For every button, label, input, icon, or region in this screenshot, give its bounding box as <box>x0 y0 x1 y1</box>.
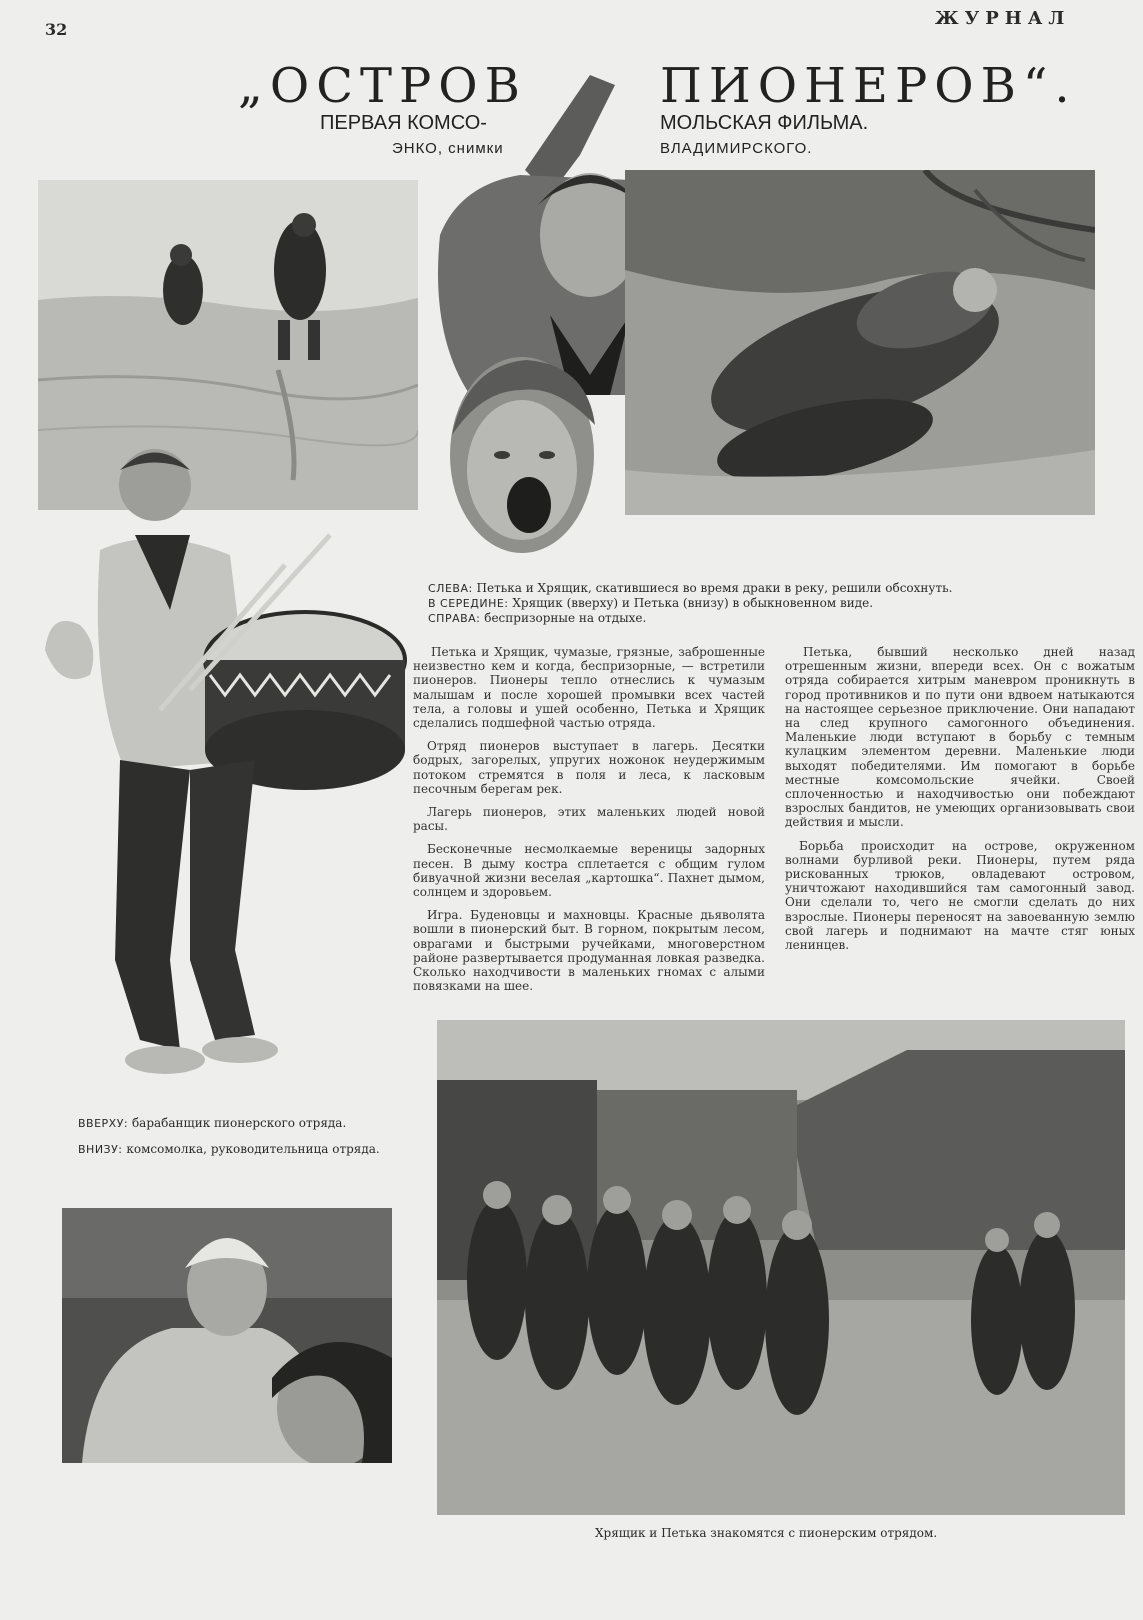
caption-text: Петька и Хрящик, скатившиеся во время драки в реку, решили обсохнуть. <box>476 581 953 595</box>
journal-running-head: ЖУРНАЛ <box>935 8 1071 29</box>
caption-key: ВВЕРХУ: <box>78 1117 129 1130</box>
article-paragraph: Лагерь пионеров, этих маленьких людей новой расы. <box>413 805 765 834</box>
article-paragraph: Бесконечные несмолкаемые вереницы задорных песен. В дыму костра сплетается с общим гулом бивуачной жизни веселая „картошка“. Пахнет дымом, солнцем и здоровьем. <box>413 842 765 900</box>
subtitle-line2-left: ЭНКО, снимки <box>392 140 504 157</box>
caption-key: В СЕРЕДИНЕ: <box>428 597 509 610</box>
photo-petka <box>447 355 597 555</box>
subtitle-line2-right: ВЛАДИМИРСКОГО. <box>660 140 813 157</box>
photo-drummer <box>40 440 410 1090</box>
article-paragraph: Петька и Хрящик, чумазые, грязные, заброшенные неизвестно кем и когда, беспризорные, — встретили пионеров. Пионеры тепло отнеслись к чумазым малышам и после хорошей промывки всех частей тела, а головы и ушей особенно, Петька и Хрящик сделались подшефной частью отряда. <box>413 645 765 731</box>
photo-group-meeting <box>437 1020 1125 1515</box>
article-paragraph: Игра. Буденовцы и махновцы. Красные дьяволята вошли в пионерский быт. В горном, покрытым лесом, оврагами и быстрыми ручейками, многоверстном районе развертывается продуманная ловкая разведка. Сколько находчивости в маленьких гномах с алыми повязками на шее. <box>413 908 765 994</box>
caption-group-photo: Хрящик и Петька знакомятся с пионерским отрядом. <box>595 1526 938 1540</box>
caption-text: комсомолка, руководительница отряда. <box>126 1142 380 1156</box>
caption-key: ВНИЗУ: <box>78 1143 123 1156</box>
caption-key: СПРАВА: <box>428 612 481 625</box>
subtitle-line1-right: МОЛЬСКАЯ ФИЛЬМА. <box>660 112 869 134</box>
subtitle-line1-left: ПЕРВАЯ КОМСО- <box>320 112 487 134</box>
caption-left-photo <box>428 581 952 596</box>
page-number: 32 <box>45 20 68 39</box>
article-paragraph: Петька, бывший несколько дней назад отрешенным жизни, впереди всех. Он с вожатым отряда собирается хитрым маневром проникнуть в город противников и по пути они вдвоем натыкаются на настоящее серьезное приключение. Они нападают на след крупного самогонного объединения. Маленькие люди вступают в борьбу с темным кулацким элементом деревни. Маленькие люди выходят победителями. Им помогают в борьбе местные комсомольские ячейки. Своей сплоченностью и находчивостью они побеждают взрослых бандитов, не умеющих организовывать свои действия и мысли. <box>785 645 1135 830</box>
article-column-2 <box>785 645 1135 961</box>
article-paragraph: Борьба происходит на острове, окруженном волнами бурливой реки. Пионеры, путем ряда рискованных трюков, овладевают островом, уничтожают находившийся там самогонный завод. Они сделали то, чего не смогли сделать до них взрослые. Пионеры переносят на завоеванную землю свой лагерь и поднимают на мачте стяг юных ленинцев. <box>785 838 1135 953</box>
photo-komsomol-leader <box>62 1208 392 1463</box>
caption-text: барабанщик пионерского отряда. <box>131 1116 347 1130</box>
headline-left: „ОСТРОВ <box>238 58 527 114</box>
caption-text: Хрящик (вверху) и Петька (внизу) в обыкновенном виде. <box>512 596 874 610</box>
article-paragraph: Отряд пионеров выступает в лагерь. Десятки бодрых, загорелых, упругих ножонок неудержимым потоком стремятся в поля и леса, к ласковым песочным берегам рек. <box>413 739 765 796</box>
headline-right: ПИОНЕРОВ“. <box>660 58 1077 114</box>
article-column-1 <box>413 645 765 1002</box>
caption-komsomol-girl <box>78 1142 380 1157</box>
caption-text: беспризорные на отдыхе. <box>484 611 647 625</box>
caption-right-photo <box>428 611 646 626</box>
caption-drummer <box>78 1116 346 1131</box>
photo-homeless-resting <box>625 170 1095 515</box>
caption-center-photo <box>428 596 873 611</box>
caption-key: СЛЕВА: <box>428 582 473 595</box>
